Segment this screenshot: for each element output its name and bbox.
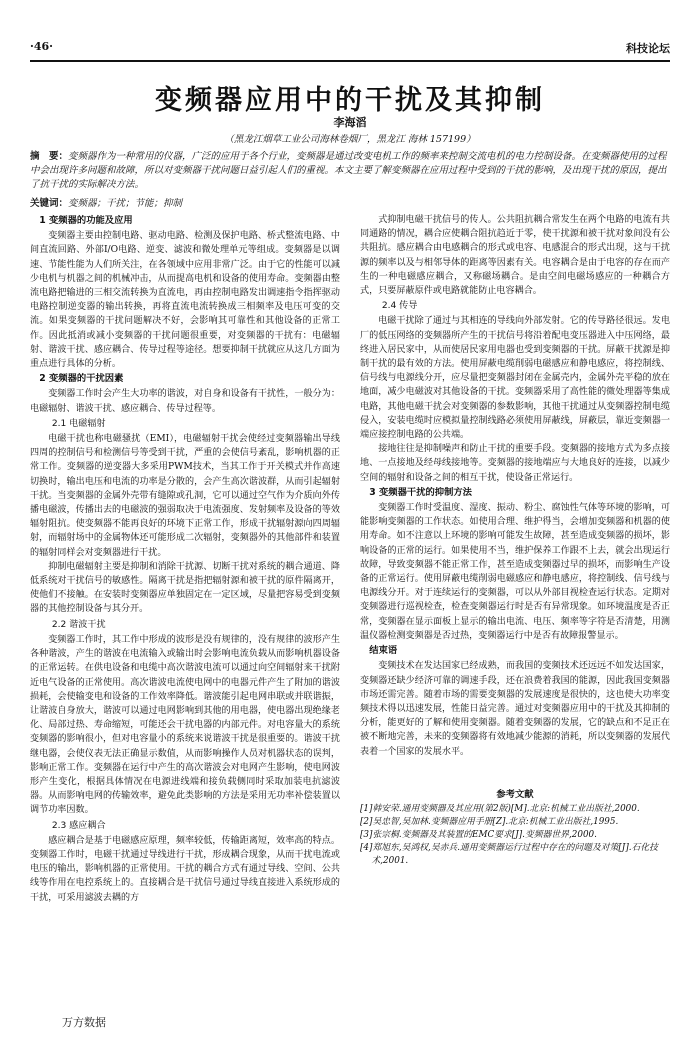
article-title: 变频器应用中的干扰及其抑制: [155, 85, 545, 116]
section-heading: 2 变频器的干扰因素: [39, 373, 124, 385]
author-name: 李海滔: [333, 116, 367, 129]
body-paragraph: 接地往往是抑制噪声和防止干扰的重要手段。变频器的接地方式为多点接地、一点接地及经母线接地等。变频器的接地端应与大地良好的连接，以减少空间的辐射和设备之间的相互干扰，使设备正常运行。: [360, 444, 670, 483]
left-column: [30, 213, 340, 1018]
abstract: [30, 150, 670, 192]
body-paragraph: 抑制电磁辐射主要是抑制和消除干扰源、切断干扰对系统的耦合通道、降低系统对干扰信号的敏感性。隔离干扰是指把辐射源和被干扰的原件隔离开，使他们不接触。在安装时变频器应单独固定在一定区域，尽量把容易受到变频器的其他控制设备与其分开。: [30, 561, 340, 615]
body-paragraph: 感应耦合是基于电磁感应原理，频率较低，传输距离短，效率高的特点。变频器工作时，电磁干扰通过导线进行干扰，形成耦合现象，从而干扰电流或电压的输出，影响机器的正常使用。干扰的耦合方式有通过导线、空间、公共线等作用在电控系统上的。直接耦合是干扰信号通过导线直接进入系统形成的干扰，可采用滤波去耦的方: [30, 835, 340, 903]
abstract-label: 摘 要：: [30, 151, 69, 162]
running-header: [30, 40, 670, 58]
reference-item: [4]郑旭东,吴鸿权,吴赤兵.通用变频器运行过程中存在的问题及对策[J].石化技术,2001.: [360, 843, 658, 866]
keywords: [30, 195, 670, 209]
header-rule: [30, 60, 670, 62]
keywords-label: 关键词：: [30, 198, 69, 209]
body-paragraph: 变频器工作时，其工作中形成的波形是没有规律的，没有规律的波形产生各种谐波，产生的谐波在电流输入或输出时会影响电流负载从而影响机器设备的正常运转。在供电设备和电缆中高次谐波电流可以通过向空间辐射来干扰附近电气设备的正常使用。高次谐波电流使电网中的电器元件产生了附加的谐波损耗，会使输变电和设备的工作效率降低。谐波能引起电网串联或并联谐振，让谐波自身放大，谐波可以通过电网影响到其他的用电器，使电器出现绝缘老化、局部过热、寿命缩短，可能还会干扰电器的内部元件。对电容量大的系统变频器的影响很小，但对电容量小的系统来说谐波干扰是很重要的。谐波干扰继电器，会使仪表无法正确显示数值，从而影响操作人员对机器状态的误判，影响正常工作。变频器在运行中产生的高次谐波会对电网产生影响，使电网波形产生变化，根据具体情况在电源进线端和接负载侧同时采取加装电抗滤波器。从而影响电网的传输效率，避免此类影响的方法是采用无功率补偿装置以调节功率因数。: [30, 634, 340, 816]
abstract-text: 变频器作为一种常用的仪器，广泛的应用于各个行业，变频器是通过改变电机工作的频率来控制交流电机的电力控制设备。在变频器使用的过程中会出现许多问题和故障，所以对变频器干扰问题日益引起人们的重视。本文主要了解变频器在应用过程中受到的干扰的影响，及出现干扰的原因，提出了抗干扰的实际解决方法。: [30, 151, 667, 190]
body-paragraph: 变频技术在发达国家已经成熟，而我国的变频技术还远远不如发达国家，变频器还缺少经济可靠的调速手段，还在浪费着我国的能源，因此我国变频器市场还需完善。随着市场的需要变频器的发展速度是很快的，这也使大功率变频技术得以迅速发展，性能日益完善。通过对变频器应用中的干扰及其抑制的分析，能更好的了解和使用变频器。随着变频器的发展，它的缺点和不足正在被不断地完善，未来的变频器将有效地减少能源的消耗，所以变频器的发展代表着一个国家的发展水平。: [360, 661, 670, 757]
section-heading: 3 变频器干扰的抑制方法: [369, 486, 472, 498]
reference-list: [360, 803, 670, 868]
body-paragraph: 式抑制电磁干扰信号的传人。公共阻抗耦合常发生在两个电路的电流有共同通路的情况，耦合应使耦合阻抗趋近于零，使干扰源和被干扰对象间没有公共阻抗。感应耦合由电感耦合的形式或电容、电感混合的形式出现，这与干扰源的频率以及与相邻导体的距离等因素有关。电容耦合是由于电容的存在而产生的一种电磁感应耦合，又称磁场耦合。是由空间电磁场感应的一种耦合方式，只要屏蔽原件或电路就能防止电容耦合。: [360, 215, 670, 297]
body-paragraph: 变频器工作时会产生大功率的谐波，对自身和设备有干扰性，一般分为：电磁辐射、谐波干扰、感应耦合、传导过程等。: [30, 389, 340, 414]
section-heading: 2.3 感应耦合: [51, 820, 106, 831]
watermark-text: 万方数据: [62, 1016, 106, 1029]
body-paragraph: 电磁干扰也称电磁骚扰（EMI），电磁辐射干扰会使经过变频器输出导线四周的控制信号和检测信号等受到干扰，严重的会使信号紊乱，影响机器的正常工作。变频器的逆变器大多采用PWM技术，当其工作于开关模式并作高速切换时，输出电压和电流的功率是分散的，会产生高次谐波群，从而引起辐射干扰。当变频器的金属外壳带有缝隙或孔洞，它可以通过空气作为介质向外传播电磁波，传播出去的电磁波的强弱取决于电流强度、发射频率及设备的等效辐射阻抗。使变频器不能再良好的环境下正常工作，形成干扰辐射源向四周辐射，而辐射场中的金属物体还可能形成二次辐射，变频器外的其他部件和装置的辐射同样会对变频器进行干扰。: [30, 434, 340, 558]
reference-item: [2]吴忠智,吴加林.变频器应用手册[Z].北京:机械工业出版社,1995.: [360, 817, 619, 827]
section-heading: 结束语: [369, 645, 398, 657]
reference-item: [3]张宗桐.变频器及其装置的EMC要求[J].变频器世界,2000.: [360, 830, 597, 840]
page-number: ·46·: [30, 40, 53, 53]
section-heading: 2.4 传导: [381, 301, 418, 312]
body-paragraph: 电磁干扰除了通过与其相连的导线向外部发射。它的传导路径很远。发电厂的低压网络的变频器所产生的干扰信号将沿着配电变压器进入中压网络，最终进入居民家中，从而使居民家用电器也受到变频器的干扰。屏蔽干扰源是抑制干扰的最有效的方法。使用屏蔽电缆削弱电磁感应和静电感应，将控制线、信号线与电源线分开，应尽量把变频器封闭在金属壳内，金属外壳平稳的放在地面，减少电磁波对其他设备的干扰。变频器采用了高性能的微处理器等集成电路，其他电磁干扰会对变频器的参数影响，其他干扰通过从变频器控制电缆侵入，安装电缆时应模拟量控制线路必须使用屏蔽线，屏蔽层，靠近变频器一端应接控制电路的公共端。: [360, 316, 670, 441]
keywords-text: 变频器；干扰；节能；抑制: [68, 198, 183, 209]
references-title: 参考文献: [496, 789, 534, 800]
section-heading: 2.1 电磁辐射: [51, 418, 106, 429]
body-paragraph: 变频器工作时受温度、湿度、振动、粉尘、腐蚀性气体等环境的影响，可能影响变频器的工作状态。如使用合理、维护得当，会增加变频器和机器的使用寿命。如不注意以上环境的影响可能发生故障，甚至造成变频器的损坏，影响设备的正常的运行。如果使用不当，维护保养工作跟不上去，就会出现运行故障，导致变频器不能正常工作，甚至造成变频器过早的损坏，而影响生产设备的正常运行。使用屏蔽电缆削弱电磁感应和静电感应，将控制线、信号线与电源线分开。对于连续运行的变频器，可以从外部目视检查运行状态。定期对变频器进行巡视检查，检查变频器运行时是否有异常现象。如环境温度是否正常，变频器在显示面板上显示的输出电流、电压、频率等字符是否清楚，用测温仪器检测变频器是否过热，变频器运行中是否有故障报警显示。: [360, 503, 670, 641]
section-heading: 1 变频器的功能及应用: [39, 215, 133, 226]
right-column: [360, 213, 670, 788]
section-name: 科技论坛: [626, 42, 670, 55]
section-heading: 2.2 谐波干扰: [51, 619, 106, 630]
author-affiliation: （黑龙江烟草工业公司海林卷烟厂，黑龙江 海林 157199）: [224, 134, 476, 145]
reference-item: [1]韩安荣.通用变频器及其应用(第2版)[M].北京:机械工业出版社,2000.: [360, 804, 640, 814]
body-paragraph: 变频器主要由控制电路、驱动电路、检测及保护电路、桥式整流电路、中间直流回路、外部I/O电路、逆变、滤波和微处理单元等组成。变频器是以调速、节能性能为人们所关注，在各领域中应用非常广泛。由于它的性能可以减少电机与机器之间的机械冲击，从而提高电机和设备的使用寿命。变频器由整流电路把输进的三相交流转换为直流电，再由控制电路发出调速指令指挥驱动电路控制逆变器的输出转换，再将直流电流转换成三相频率及电压可变的交流。如果变频器的干扰问题解决不好，会影响其可靠性和其他设备的正常工作。因此抵消或减小变频器的干扰问题很重要，对变频器的干扰有：电磁辐射、谐波干扰、感应耦合、传导过程等途径。想要抑制干扰就应从这几方面为重点进行具体的分析。: [30, 231, 340, 370]
references: [360, 788, 670, 868]
